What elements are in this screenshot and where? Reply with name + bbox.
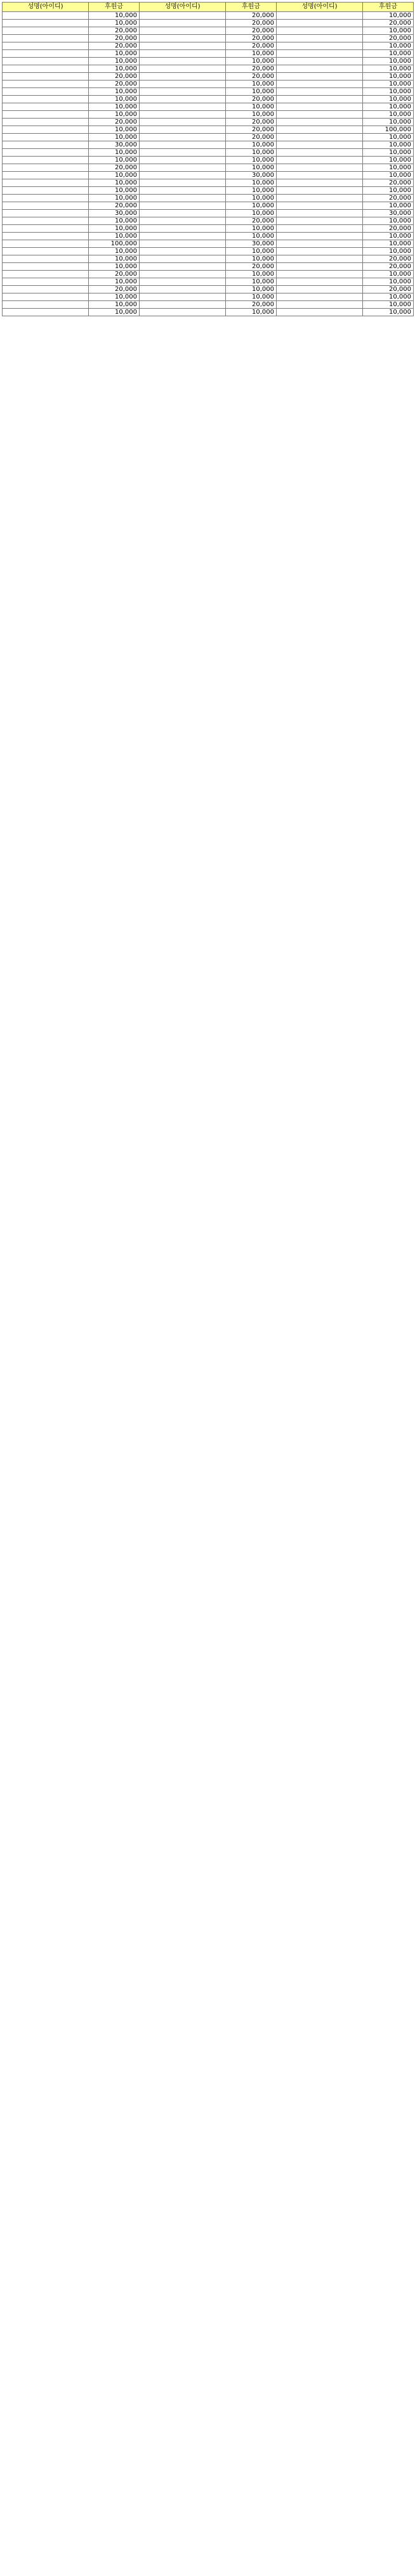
- table-row: [3, 35, 414, 42]
- donor-name-cell: [277, 271, 363, 278]
- donor-name-cell: [3, 255, 89, 263]
- donor-name-cell: [140, 141, 226, 149]
- donor-name-cell: [3, 225, 89, 233]
- donor-name-cell: [140, 293, 226, 301]
- donor-name-cell: [140, 58, 226, 65]
- donation-amount-cell: 20,000: [89, 286, 140, 293]
- donor-name-cell: [277, 134, 363, 141]
- donation-amount-cell: 10,000: [226, 103, 277, 111]
- table-row: [3, 263, 414, 271]
- donation-amount-cell: 20,000: [363, 195, 414, 202]
- donation-amount-cell: 10,000: [363, 42, 414, 50]
- donation-amount-cell: 10,000: [226, 210, 277, 217]
- donation-amount-cell: 10,000: [226, 248, 277, 255]
- donor-name-cell: [277, 248, 363, 255]
- donor-name-cell: [277, 50, 363, 58]
- donation-amount-cell: 10,000: [89, 293, 140, 301]
- donor-name-cell: [3, 248, 89, 255]
- donor-name-cell: [140, 255, 226, 263]
- donor-name-cell: [3, 278, 89, 286]
- donor-name-cell: [277, 111, 363, 119]
- amount-column-header: 후원금: [363, 3, 414, 12]
- donation-amount-cell: 10,000: [89, 58, 140, 65]
- donation-amount-cell: 10,000: [363, 164, 414, 172]
- donor-name-cell: [277, 187, 363, 195]
- donor-name-cell: [3, 134, 89, 141]
- donation-amount-cell: 10,000: [226, 278, 277, 286]
- table-row: [3, 240, 414, 248]
- donation-amount-cell: 10,000: [363, 217, 414, 225]
- donor-name-cell: [3, 35, 89, 42]
- donation-amount-cell: 10,000: [89, 50, 140, 58]
- donor-name-cell: [140, 103, 226, 111]
- donor-name-cell: [140, 134, 226, 141]
- table-row: [3, 80, 414, 88]
- donation-amount-cell: 10,000: [226, 286, 277, 293]
- donation-amount-cell: 10,000: [226, 255, 277, 263]
- donation-amount-cell: 10,000: [89, 255, 140, 263]
- donation-amount-cell: 20,000: [363, 255, 414, 263]
- table-row: [3, 119, 414, 126]
- name-column-header: 성명(아이디): [140, 3, 226, 12]
- donor-name-cell: [140, 12, 226, 20]
- table-row: [3, 126, 414, 134]
- donor-name-cell: [140, 65, 226, 73]
- donation-table: [2, 2, 414, 316]
- donor-name-cell: [140, 225, 226, 233]
- donor-name-cell: [140, 126, 226, 134]
- donor-name-cell: [140, 73, 226, 80]
- donation-amount-cell: 10,000: [89, 225, 140, 233]
- donation-amount-cell: 10,000: [226, 141, 277, 149]
- donation-amount-cell: 10,000: [363, 248, 414, 255]
- donor-name-cell: [3, 58, 89, 65]
- donor-name-cell: [140, 88, 226, 96]
- donation-amount-cell: 20,000: [89, 73, 140, 80]
- donation-amount-cell: 20,000: [89, 164, 140, 172]
- donation-amount-cell: 10,000: [89, 12, 140, 20]
- donation-amount-cell: 10,000: [363, 103, 414, 111]
- donation-amount-cell: 10,000: [89, 309, 140, 316]
- donation-amount-cell: 10,000: [89, 96, 140, 103]
- donor-name-cell: [277, 210, 363, 217]
- donor-name-cell: [3, 164, 89, 172]
- table-row: [3, 149, 414, 157]
- donation-amount-cell: 20,000: [363, 286, 414, 293]
- donation-amount-cell: 10,000: [226, 271, 277, 278]
- donation-amount-cell: 20,000: [363, 20, 414, 27]
- donation-amount-cell: 10,000: [363, 301, 414, 309]
- donation-amount-cell: 20,000: [226, 20, 277, 27]
- donor-name-cell: [3, 172, 89, 179]
- donor-name-cell: [3, 88, 89, 96]
- table-row: [3, 42, 414, 50]
- table-row: [3, 225, 414, 233]
- donation-amount-cell: 10,000: [89, 126, 140, 134]
- donation-amount-cell: 10,000: [226, 80, 277, 88]
- donation-amount-cell: 10,000: [89, 187, 140, 195]
- table-row: [3, 88, 414, 96]
- donation-amount-cell: 10,000: [363, 96, 414, 103]
- table-row: [3, 111, 414, 119]
- donation-amount-cell: 20,000: [226, 65, 277, 73]
- donation-amount-cell: 20,000: [226, 126, 277, 134]
- donation-amount-cell: 10,000: [226, 50, 277, 58]
- donation-amount-cell: 10,000: [363, 271, 414, 278]
- donation-amount-cell: 10,000: [89, 278, 140, 286]
- donor-name-cell: [3, 286, 89, 293]
- donor-name-cell: [3, 149, 89, 157]
- donor-name-cell: [277, 217, 363, 225]
- donor-name-cell: [277, 35, 363, 42]
- donor-name-cell: [140, 35, 226, 42]
- donation-amount-cell: 20,000: [89, 42, 140, 50]
- donation-amount-cell: 10,000: [363, 65, 414, 73]
- donor-name-cell: [3, 27, 89, 35]
- donor-name-cell: [3, 202, 89, 210]
- donor-name-cell: [3, 263, 89, 271]
- donor-name-cell: [277, 278, 363, 286]
- donor-name-cell: [140, 179, 226, 187]
- donation-amount-cell: 20,000: [363, 263, 414, 271]
- donor-name-cell: [277, 225, 363, 233]
- donation-amount-cell: 10,000: [226, 88, 277, 96]
- donation-amount-cell: 10,000: [363, 50, 414, 58]
- table-row: [3, 278, 414, 286]
- donor-name-cell: [140, 27, 226, 35]
- donation-amount-cell: 10,000: [89, 149, 140, 157]
- donation-amount-cell: 10,000: [363, 58, 414, 65]
- donor-name-cell: [3, 157, 89, 164]
- table-row: [3, 20, 414, 27]
- donor-name-cell: [140, 301, 226, 309]
- donation-amount-cell: 10,000: [226, 179, 277, 187]
- donation-amount-cell: 10,000: [363, 309, 414, 316]
- donor-name-cell: [140, 111, 226, 119]
- table-row: [3, 96, 414, 103]
- table-row: [3, 233, 414, 240]
- donor-name-cell: [277, 126, 363, 134]
- donation-amount-cell: 20,000: [226, 301, 277, 309]
- donor-name-cell: [140, 202, 226, 210]
- donation-amount-cell: 20,000: [226, 42, 277, 50]
- donation-amount-cell: 10,000: [89, 301, 140, 309]
- donor-name-cell: [277, 293, 363, 301]
- donation-amount-cell: 10,000: [363, 111, 414, 119]
- table-row: [3, 286, 414, 293]
- donor-name-cell: [3, 301, 89, 309]
- donor-name-cell: [277, 96, 363, 103]
- donation-amount-cell: 10,000: [89, 65, 140, 73]
- donation-amount-cell: 20,000: [226, 263, 277, 271]
- donor-name-cell: [277, 240, 363, 248]
- donor-name-cell: [3, 217, 89, 225]
- donation-amount-cell: 10,000: [363, 278, 414, 286]
- table-row: [3, 172, 414, 179]
- donor-name-cell: [277, 65, 363, 73]
- donor-name-cell: [277, 179, 363, 187]
- donor-name-cell: [3, 271, 89, 278]
- donor-name-cell: [277, 27, 363, 35]
- donation-amount-cell: 10,000: [363, 12, 414, 20]
- donor-name-cell: [3, 309, 89, 316]
- donor-name-cell: [3, 179, 89, 187]
- donation-amount-cell: 10,000: [226, 195, 277, 202]
- table-row: [3, 141, 414, 149]
- donor-name-cell: [277, 58, 363, 65]
- amount-column-header: 후원금: [226, 3, 277, 12]
- table-row: [3, 73, 414, 80]
- donation-amount-cell: 20,000: [226, 12, 277, 20]
- donation-amount-cell: 10,000: [89, 217, 140, 225]
- table-row: [3, 27, 414, 35]
- donation-amount-cell: 10,000: [89, 179, 140, 187]
- table-row: [3, 271, 414, 278]
- donor-name-cell: [3, 103, 89, 111]
- donation-amount-cell: 10,000: [226, 157, 277, 164]
- donor-name-cell: [140, 195, 226, 202]
- donation-amount-cell: 10,000: [363, 172, 414, 179]
- donation-amount-cell: 10,000: [89, 134, 140, 141]
- donor-name-cell: [277, 263, 363, 271]
- table-row: [3, 157, 414, 164]
- donor-name-cell: [277, 20, 363, 27]
- donation-amount-cell: 20,000: [363, 179, 414, 187]
- donor-name-cell: [3, 111, 89, 119]
- name-column-header: 성명(아이디): [277, 3, 363, 12]
- donation-amount-cell: 10,000: [363, 88, 414, 96]
- donation-amount-cell: 10,000: [89, 172, 140, 179]
- donor-name-cell: [3, 126, 89, 134]
- donor-name-cell: [140, 217, 226, 225]
- donor-name-cell: [140, 50, 226, 58]
- donation-amount-cell: 10,000: [226, 202, 277, 210]
- table-row: [3, 202, 414, 210]
- donor-name-cell: [3, 20, 89, 27]
- donation-amount-cell: 10,000: [363, 187, 414, 195]
- donation-amount-cell: 10,000: [89, 88, 140, 96]
- donation-amount-cell: 30,000: [89, 141, 140, 149]
- donation-amount-cell: 10,000: [363, 240, 414, 248]
- donation-amount-cell: 100,000: [89, 240, 140, 248]
- donation-amount-cell: 20,000: [226, 134, 277, 141]
- table-row: [3, 179, 414, 187]
- donor-name-cell: [140, 286, 226, 293]
- donation-amount-cell: 20,000: [226, 35, 277, 42]
- donation-amount-cell: 10,000: [89, 111, 140, 119]
- donor-name-cell: [140, 240, 226, 248]
- donation-amount-cell: 10,000: [226, 187, 277, 195]
- donor-name-cell: [140, 149, 226, 157]
- table-row: [3, 65, 414, 73]
- donor-name-cell: [277, 42, 363, 50]
- donation-amount-cell: 10,000: [226, 309, 277, 316]
- donation-amount-cell: 10,000: [363, 141, 414, 149]
- donor-name-cell: [277, 157, 363, 164]
- donor-name-cell: [3, 96, 89, 103]
- donor-name-cell: [3, 42, 89, 50]
- donation-amount-cell: 20,000: [89, 202, 140, 210]
- donation-amount-cell: 20,000: [226, 119, 277, 126]
- donor-name-cell: [3, 210, 89, 217]
- donor-name-cell: [277, 255, 363, 263]
- donor-name-cell: [140, 210, 226, 217]
- donor-name-cell: [3, 233, 89, 240]
- donor-name-cell: [3, 187, 89, 195]
- donation-amount-cell: 20,000: [89, 80, 140, 88]
- donor-name-cell: [3, 195, 89, 202]
- donation-amount-cell: 30,000: [226, 240, 277, 248]
- donor-name-cell: [140, 96, 226, 103]
- donor-name-cell: [277, 119, 363, 126]
- donation-amount-cell: 10,000: [363, 80, 414, 88]
- table-row: [3, 134, 414, 141]
- donation-amount-cell: 20,000: [89, 35, 140, 42]
- donor-name-cell: [277, 141, 363, 149]
- donation-amount-cell: 30,000: [363, 210, 414, 217]
- table-body: [3, 12, 414, 316]
- donation-amount-cell: 30,000: [226, 172, 277, 179]
- donor-name-cell: [140, 172, 226, 179]
- donation-amount-cell: 100,000: [363, 126, 414, 134]
- donor-name-cell: [3, 50, 89, 58]
- donor-name-cell: [140, 42, 226, 50]
- donation-amount-cell: 10,000: [226, 58, 277, 65]
- donation-amount-cell: 10,000: [226, 111, 277, 119]
- donor-name-cell: [140, 187, 226, 195]
- table-row: [3, 164, 414, 172]
- donation-amount-cell: 20,000: [89, 119, 140, 126]
- donor-name-cell: [140, 278, 226, 286]
- donor-name-cell: [140, 248, 226, 255]
- donation-amount-cell: 10,000: [89, 103, 140, 111]
- header-row: [3, 3, 414, 12]
- donation-amount-cell: 10,000: [363, 73, 414, 80]
- donation-amount-cell: 20,000: [226, 217, 277, 225]
- donor-name-cell: [3, 12, 89, 20]
- table-row: [3, 50, 414, 58]
- table-row: [3, 217, 414, 225]
- donor-name-cell: [140, 119, 226, 126]
- donor-name-cell: [277, 164, 363, 172]
- donor-name-cell: [277, 301, 363, 309]
- donor-name-cell: [3, 141, 89, 149]
- donation-amount-cell: 10,000: [226, 164, 277, 172]
- donor-name-cell: [3, 73, 89, 80]
- donor-sheet: [2, 2, 413, 316]
- donation-amount-cell: 10,000: [363, 157, 414, 164]
- donation-amount-cell: 10,000: [89, 157, 140, 164]
- donation-amount-cell: 20,000: [363, 35, 414, 42]
- donor-name-cell: [140, 309, 226, 316]
- donation-amount-cell: 30,000: [89, 210, 140, 217]
- donation-amount-cell: 10,000: [363, 134, 414, 141]
- donor-name-cell: [277, 172, 363, 179]
- donation-amount-cell: 20,000: [363, 225, 414, 233]
- donor-name-cell: [140, 20, 226, 27]
- donor-name-cell: [140, 263, 226, 271]
- donor-name-cell: [3, 293, 89, 301]
- donor-name-cell: [277, 233, 363, 240]
- donor-name-cell: [3, 65, 89, 73]
- table-row: [3, 12, 414, 20]
- donation-amount-cell: 20,000: [89, 271, 140, 278]
- donation-amount-cell: 10,000: [89, 20, 140, 27]
- donation-amount-cell: 20,000: [226, 73, 277, 80]
- donation-amount-cell: 20,000: [226, 96, 277, 103]
- table-row: [3, 187, 414, 195]
- donor-name-cell: [277, 202, 363, 210]
- donor-name-cell: [140, 157, 226, 164]
- donation-amount-cell: 20,000: [89, 27, 140, 35]
- donation-amount-cell: 10,000: [226, 149, 277, 157]
- donation-amount-cell: 10,000: [226, 233, 277, 240]
- donor-name-cell: [140, 271, 226, 278]
- donation-amount-cell: 10,000: [363, 149, 414, 157]
- donation-amount-cell: 10,000: [363, 119, 414, 126]
- table-row: [3, 309, 414, 316]
- donor-name-cell: [277, 195, 363, 202]
- donor-name-cell: [277, 73, 363, 80]
- table-row: [3, 293, 414, 301]
- donor-name-cell: [140, 80, 226, 88]
- donation-amount-cell: 10,000: [89, 195, 140, 202]
- name-column-header: 성명(아이디): [3, 3, 89, 12]
- donor-name-cell: [3, 240, 89, 248]
- table-row: [3, 210, 414, 217]
- donor-name-cell: [277, 12, 363, 20]
- amount-column-header: 후원금: [89, 3, 140, 12]
- donation-amount-cell: 10,000: [226, 225, 277, 233]
- donor-name-cell: [277, 149, 363, 157]
- donor-name-cell: [140, 164, 226, 172]
- table-row: [3, 301, 414, 309]
- table-row: [3, 103, 414, 111]
- donor-name-cell: [277, 309, 363, 316]
- donation-amount-cell: 10,000: [89, 263, 140, 271]
- donor-name-cell: [277, 286, 363, 293]
- donation-amount-cell: 10,000: [363, 27, 414, 35]
- donation-amount-cell: 10,000: [89, 233, 140, 240]
- donor-name-cell: [140, 233, 226, 240]
- donation-amount-cell: 10,000: [363, 293, 414, 301]
- donation-amount-cell: 10,000: [363, 202, 414, 210]
- donor-name-cell: [277, 80, 363, 88]
- donor-name-cell: [277, 88, 363, 96]
- table-row: [3, 58, 414, 65]
- donor-name-cell: [3, 80, 89, 88]
- table-row: [3, 248, 414, 255]
- donation-amount-cell: 10,000: [89, 248, 140, 255]
- table-row: [3, 255, 414, 263]
- donation-amount-cell: 10,000: [363, 233, 414, 240]
- table-row: [3, 195, 414, 202]
- donor-name-cell: [277, 103, 363, 111]
- donor-name-cell: [3, 119, 89, 126]
- donation-amount-cell: 20,000: [226, 27, 277, 35]
- donation-amount-cell: 10,000: [226, 293, 277, 301]
